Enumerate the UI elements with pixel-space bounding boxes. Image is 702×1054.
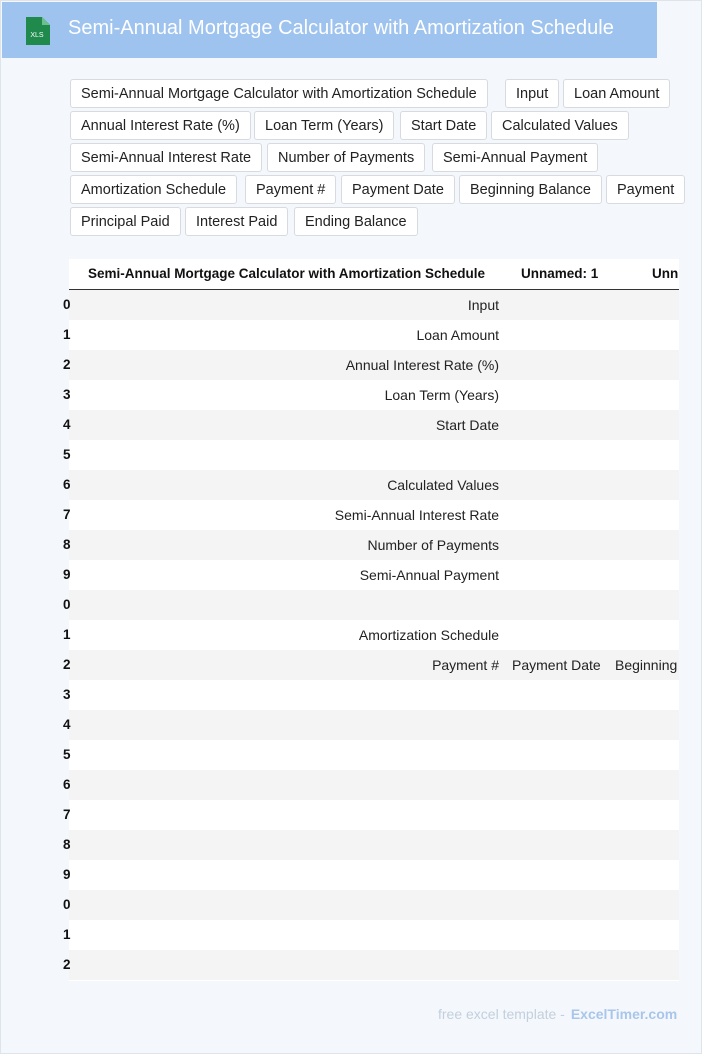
row-index: 0 [63,597,71,612]
header-bar [2,2,657,58]
row-index: 7 [63,807,71,822]
table-row [63,410,679,440]
table-cell: Calculated Values [387,477,499,493]
table-row [63,920,679,950]
footer-credit [438,1006,677,1022]
table-row [63,590,679,620]
tag-item[interactable]: Payment Date [341,175,455,204]
tag-item[interactable]: Start Date [400,111,487,140]
table-cell: Input [467,297,499,313]
column-header: Unn [652,266,679,281]
svg-text:XLS: XLS [30,32,44,39]
table-cell: Annual Interest Rate (%) [345,357,499,373]
tag-item[interactable]: Annual Interest Rate (%) [70,111,251,140]
table-row [63,680,679,710]
table-cell: Semi-Annual Payment [359,567,499,583]
table-row [63,740,679,770]
table-cell: Start Date [435,417,499,433]
row-index: 0 [63,897,71,912]
tag-item[interactable]: Semi-Annual Mortgage Calculator with Amortization Schedule [70,79,488,108]
table-cell: Loan Amount [416,327,499,343]
row-index: 5 [63,747,71,762]
row-index: 8 [63,837,71,852]
table-cell: Beginning [615,657,678,673]
row-index: 2 [63,957,71,972]
tag-item[interactable]: Ending Balance [294,207,418,236]
table-row [63,380,679,410]
excel-file-icon [22,15,52,47]
data-table [63,259,679,981]
table-row [63,500,679,530]
column-header: Unnamed: 1 [521,266,599,281]
row-index: 5 [63,447,71,462]
row-index: 3 [63,687,71,702]
table-row [63,890,679,920]
table-row [63,860,679,890]
row-index: 1 [63,927,71,942]
table-row [63,470,679,500]
row-index: 0 [63,297,71,312]
table-row [63,320,679,350]
table-cell: Loan Term (Years) [384,387,499,403]
table-row [63,710,679,740]
tag-item[interactable]: Principal Paid [70,207,181,236]
tag-item[interactable]: Loan Term (Years) [254,111,394,140]
table-row [63,620,679,650]
row-index: 6 [63,477,71,492]
row-index: 1 [63,627,71,642]
tag-item[interactable]: Loan Amount [563,79,670,108]
table-row [63,530,679,560]
row-index: 7 [63,507,71,522]
table-cell: Payment Date [512,657,601,673]
tag-item[interactable]: Payment [606,175,685,204]
table-row [63,950,679,980]
tag-item[interactable]: Beginning Balance [459,175,602,204]
row-index: 4 [63,717,71,732]
tag-item[interactable]: Amortization Schedule [70,175,237,204]
footer-brand-link[interactable]: ExcelTimer.com [570,1006,678,1022]
table-cell: Number of Payments [367,537,499,553]
table-cell: Payment # [432,657,499,673]
table-row [63,560,679,590]
row-index: 2 [63,357,71,372]
row-index: 3 [63,387,71,402]
row-index: 8 [63,537,71,552]
table-cell: Amortization Schedule [358,627,499,643]
footer-text: free excel template - [438,1006,565,1022]
row-index: 9 [63,567,71,582]
tag-item[interactable]: Input [505,79,559,108]
row-index: 4 [63,417,71,432]
row-index: 2 [63,657,71,672]
row-index: 9 [63,867,71,882]
row-index: 1 [63,327,71,342]
row-index: 6 [63,777,71,792]
table-row [63,290,679,320]
table-row [63,770,679,800]
table-row [63,800,679,830]
table-cell: Semi-Annual Interest Rate [334,507,499,523]
tag-item[interactable]: Interest Paid [185,207,288,236]
tag-item[interactable]: Number of Payments [267,143,425,172]
page-title: Semi-Annual Mortgage Calculator with Amortization Schedule [68,17,614,39]
table-row [63,650,679,680]
tag-item[interactable]: Semi-Annual Interest Rate [70,143,262,172]
tag-item[interactable]: Semi-Annual Payment [432,143,598,172]
table-row [63,440,679,470]
column-header: Semi-Annual Mortgage Calculator with Amortization Schedule [88,266,486,281]
tag-item[interactable]: Payment # [245,175,336,204]
tag-item[interactable]: Calculated Values [491,111,629,140]
table-row [63,830,679,860]
table-row [63,350,679,380]
